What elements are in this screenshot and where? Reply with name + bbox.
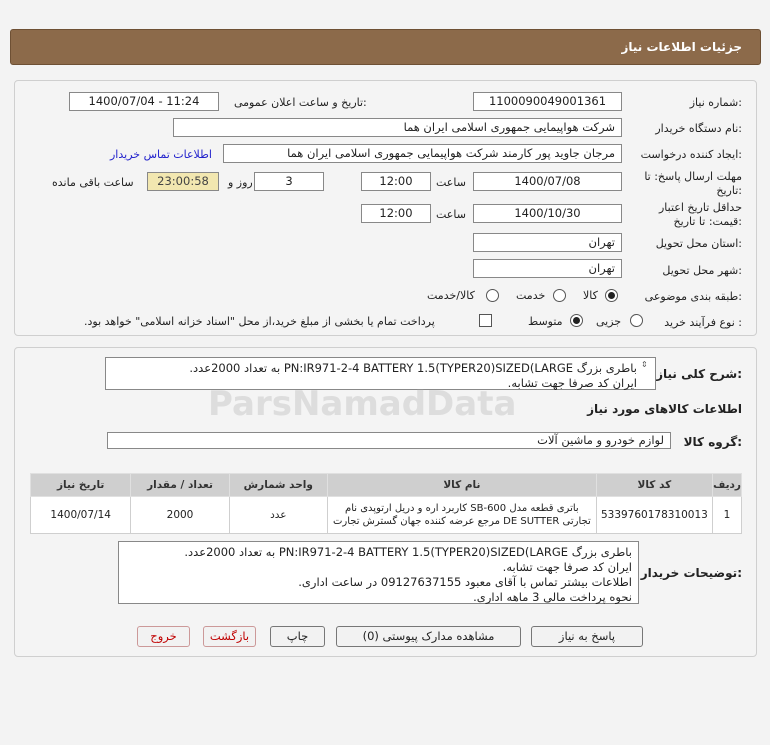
requester-field: مرجان جاوید پور کارمند شرکت هواپیمایی جمهوری اسلامی ایران هما [223, 144, 622, 163]
goods-group-label: گروه کالا: [683, 435, 742, 449]
cell-unit: عدد [229, 497, 327, 534]
treasury-checkbox[interactable] [479, 314, 492, 327]
category-radio-goods-service[interactable] [486, 289, 499, 302]
col-header-row: ردیف [713, 474, 742, 497]
col-header-name: نام کالا [327, 474, 596, 497]
process-radio-minor[interactable] [630, 314, 643, 327]
table-row [31, 497, 742, 534]
remaining-time-field: 23:00:58 [147, 172, 219, 191]
goods-table [30, 473, 742, 534]
process-type-label: نوع فرآیند خرید : [664, 316, 742, 329]
requester-label: ایجاد کننده درخواست: [640, 148, 742, 161]
delivery-province-field: تهران [473, 233, 622, 252]
category-radio-goods[interactable] [605, 289, 618, 302]
category-radio-service[interactable] [553, 289, 566, 302]
category-label: طبقه بندی موضوعی: [644, 290, 742, 303]
goods-group-field: لوازم خودرو و ماشین آلات [107, 432, 671, 449]
attachments-button[interactable]: مشاهده مدارک پیوستی (0) [336, 626, 521, 647]
reply-deadline-time-label: ساعت [436, 176, 466, 189]
announce-datetime-label: تاریخ و ساعت اعلان عمومی: [234, 96, 367, 109]
reply-days-label: روز و [228, 176, 253, 189]
col-header-qty: تعداد / مقدار [131, 474, 229, 497]
reply-deadline-date-field: 1400/07/08 [473, 172, 622, 191]
remaining-time-label: ساعت باقی مانده [52, 176, 134, 189]
summary-label: شرح کلی نیاز: [656, 367, 742, 381]
cell-row: 1 [713, 497, 742, 534]
col-header-date: تاریخ نیاز [31, 474, 131, 497]
process-option-medium: متوسط [528, 315, 563, 328]
cell-date: 1400/07/14 [31, 497, 131, 534]
goods-info-title: اطلاعات کالاهای مورد نیاز [587, 402, 742, 416]
reply-days-field: 3 [254, 172, 324, 191]
resize-arrows-icon[interactable]: ⇕ [641, 360, 648, 369]
price-validity-time-field: 12:00 [361, 204, 431, 223]
buyer-contact-link[interactable]: اطلاعات تماس خریدار [110, 148, 212, 161]
treasury-note: پرداخت تمام یا بخشی از مبلغ خرید،از محل "اسناد خزانه اسلامی" خواهد بود. [84, 315, 435, 328]
process-option-minor: جزیی [596, 315, 622, 328]
page-title: جزئیات اطلاعات نیاز [621, 40, 742, 54]
delivery-province-label: استان محل تحویل: [655, 237, 742, 250]
col-header-code: کد کالا [596, 474, 712, 497]
need-number-label: شماره نیاز: [689, 96, 742, 109]
buyer-org-field: شرکت هواپیمایی جمهوری اسلامی ایران هما [173, 118, 622, 137]
buyer-notes-label: توضیحات خریدار: [640, 566, 742, 580]
delivery-city-field: تهران [473, 259, 622, 278]
category-option-goods: کالا [583, 289, 598, 302]
buyer-org-label: نام دستگاه خریدار: [655, 122, 742, 135]
exit-button[interactable]: خروج [137, 626, 190, 647]
cell-name: باتری قطعه مدل SB-600 کاربرد اره و دریل ارتوپدی نام تجارتی DE SUTTER مرجع عرضه کننده جهان گسترش تجارت [327, 497, 596, 534]
category-option-service: خدمت [516, 289, 546, 302]
print-button[interactable]: چاپ [270, 626, 325, 647]
category-option-goods-service: کالا/خدمت [427, 289, 475, 302]
back-button[interactable]: بازگشت [203, 626, 256, 647]
price-validity-label: حداقل تاریخ اعتبار قیمت: تا تاریخ: [658, 201, 742, 228]
reply-deadline-label: مهلت ارسال پاسخ: تا تاریخ: [644, 170, 742, 197]
cell-code: 5339760178310013 [596, 497, 712, 534]
price-validity-time-label: ساعت [436, 208, 466, 221]
cell-qty: 2000 [131, 497, 229, 534]
header-bar [10, 29, 761, 65]
buyer-notes-text: باطری بزرگ PN:IR971-2-4 BATTERY 1.5(TYPER20)SIZED(LARGE به تعداد 2000عدد. ایران کد صرفا جهت تشابه. اطلاعات بیشتر تماس با آقای معبود 09127637155 در ساعت اداری. نحوه پرداخت مالی 3 ماهه اداری. [118, 541, 639, 604]
price-validity-date-field: 1400/10/30 [473, 204, 622, 223]
reply-button[interactable]: پاسخ به نیاز [531, 626, 643, 647]
delivery-city-label: شهر محل تحویل: [662, 264, 742, 277]
col-header-unit: واحد شمارش [229, 474, 327, 497]
summary-text: باطری بزرگ PN:IR971-2-4 BATTERY 1.5(TYPER20)SIZED(LARGE به تعداد 2000عدد. ایران کد صرفا جهت تشابه. [105, 357, 656, 390]
reply-deadline-time-field: 12:00 [361, 172, 431, 191]
watermark-logo: ParsNamadData [208, 384, 517, 424]
process-radio-medium[interactable] [570, 314, 583, 327]
announce-datetime-field: 1400/07/04 - 11:24 [69, 92, 219, 111]
need-number-field: 1100090049001361 [473, 92, 622, 111]
